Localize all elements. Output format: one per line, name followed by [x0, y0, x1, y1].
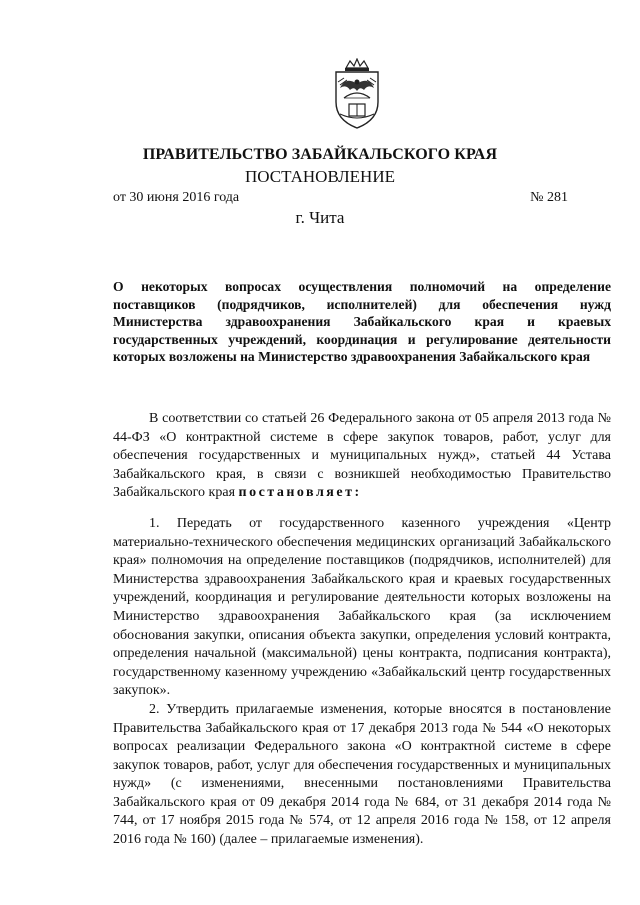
document-date: от 30 июня 2016 года	[113, 190, 240, 205]
document-body	[113, 410, 611, 850]
document-number: № 281	[530, 190, 568, 205]
zabaikalsky-krai-coat-of-arms-icon	[330, 58, 384, 130]
document-subject: О некоторых вопросах осуществления полномочий на определение поставщиков (подрядчиков, исполнителей) для обеспечения нужд Министерства здравоохранения Забайкальского края и краевых государственных учреждений, координация и регулирование деятельности которых возложены на Министерство здравоохранения Забайкальского края	[113, 279, 611, 364]
preamble-text: В соответствии со статьей 26 Федерального закона от 05 апреля 2013 года № 44-ФЗ «О контрактной системе в сфере закупок товаров, работ, услуг для обеспечения государственных и муниципальных нужд», статьей 44 Устава Забайкальского края, в связи с возникшей необходимостью Правительство Забайкальского края	[113, 411, 611, 501]
document-kind: ПОСТАНОВЛЕНИЕ	[244, 167, 395, 186]
item-paragraph-2: 2. Утвердить прилагаемые изменения, которые вносятся в постановление Правительства Забайкальского края от 17 декабря 2013 года № 544 «О некоторых вопросах реализации Федерального закона «О контрактной системе в сфере закупок товаров, работ, услуг для обеспечения государственных и муниципальных нужд» (с изменениями, внесенными постановлениями Правительства Забайкальского края от 09 декабря 2014 года № 684, от 31 декабря 2014 года № 744, от 17 ноября 2015 года № 574, от 12 апреля 2016 года № 158, от 12 апреля 2016 года № 160) (далее – прилагаемые изменения).	[113, 701, 611, 848]
decree-word: постановляет:	[238, 485, 362, 501]
preamble-paragraph	[113, 410, 611, 503]
item-paragraph-1: 1. Передать от государственного казенного учреждения «Центр материально-технического обеспечения медицинских организаций Забайкальского края» полномочия на определение поставщиков (подрядчиков, исполнителей) для Министерства здравоохранения Забайкальского края и краевых государственных учреждений, координация и регулирование деятельности которых возложены на Министерство здравоохранения Забайкальского края (за исключением обоснования закупки, описания объекта закупки, определения условий контракта, определения начальной (максимальной) цены контракта, подписания контракта), государственному казенному учреждению «Забайкальский центр государственных закупок».	[113, 515, 611, 699]
government-name: ПРАВИТЕЛЬСТВО ЗАБАЙКАЛЬСКОГО КРАЯ	[142, 146, 498, 163]
document-city: г. Чита	[295, 208, 345, 227]
